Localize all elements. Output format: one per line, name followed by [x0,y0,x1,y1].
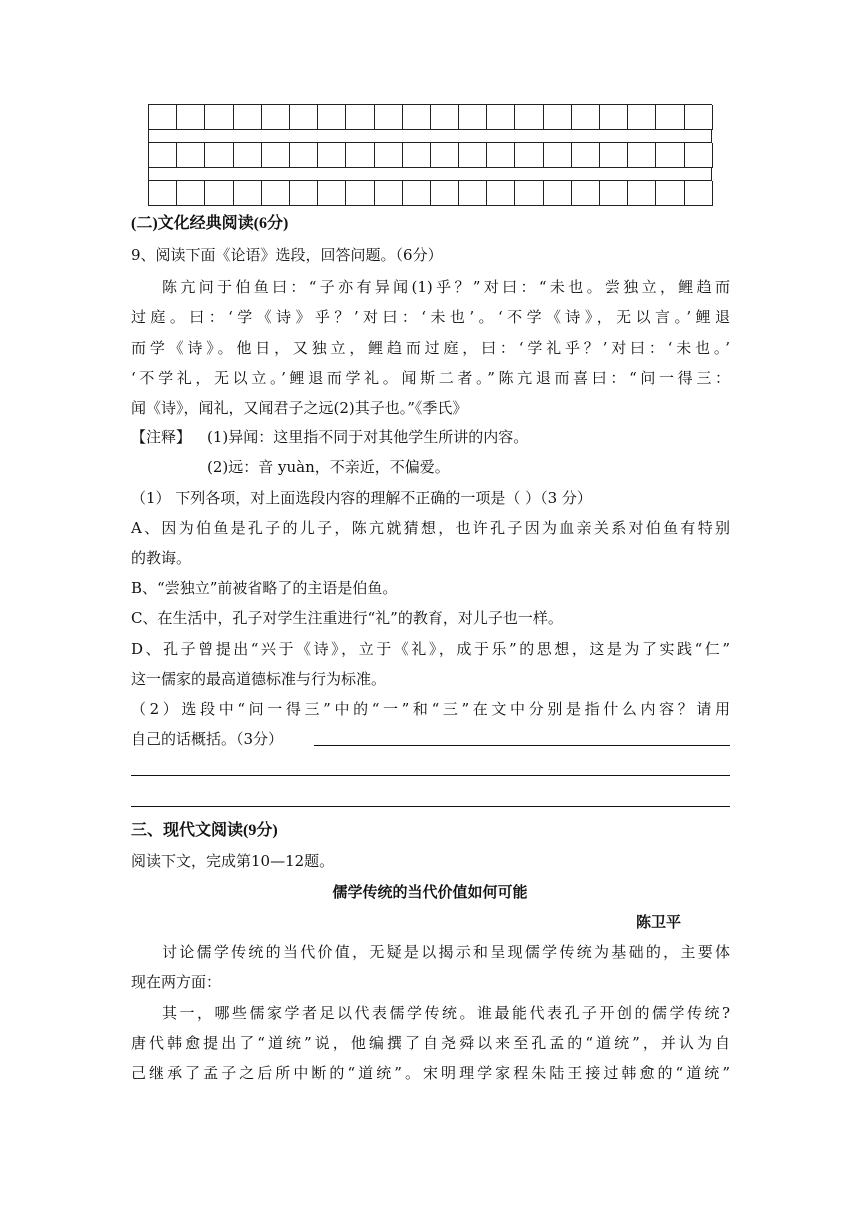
section2-heading: (二)文化经典阅读(6分) [131,215,289,232]
article-title: 儒学传统的当代价值如何可能 [332,883,528,901]
grid-cell[interactable] [346,181,374,206]
grid-cell[interactable] [318,181,346,206]
grid-cell[interactable] [515,143,543,168]
grid-cell[interactable] [656,143,684,168]
grid-cell[interactable] [515,181,543,206]
grid-cell[interactable] [234,143,262,168]
grid-cell[interactable] [459,105,487,130]
grid-cell[interactable] [318,105,346,130]
grid-cell[interactable] [234,105,262,130]
article-author: 陈卫平 [636,913,682,931]
grid-cell[interactable] [290,105,318,130]
section3-heading: 三、现代文阅读(9分) [131,822,278,839]
note-1: (1)异闻：这里指不同于对其他学生所讲的内容。 [207,428,529,446]
answer-grid[interactable] [148,104,712,206]
para2-line-2: 唐代韩愈提出了“道统”说，他编撰了自尧舜以来至孔孟的“道统”，并认为自 [131,1034,730,1052]
grid-cell[interactable] [685,181,713,206]
grid-cell[interactable] [431,143,459,168]
grid-cell[interactable] [346,105,374,130]
option-d-line-2: 这一儒家的最高道德标准与行为标准。 [131,670,387,688]
grid-cell[interactable] [459,181,487,206]
grid-cell[interactable] [262,105,290,130]
grid-cell[interactable] [205,105,233,130]
grid-gap [148,130,712,142]
grid-cell[interactable] [544,143,572,168]
grid-cell[interactable] [515,105,543,130]
grid-cell[interactable] [205,143,233,168]
grid-cell[interactable] [600,105,628,130]
grid-cell[interactable] [234,181,262,206]
grid-cell[interactable] [177,105,205,130]
grid-cell[interactable] [600,181,628,206]
grid-cell[interactable] [177,181,205,206]
grid-cell[interactable] [346,143,374,168]
grid-cell[interactable] [656,105,684,130]
option-a-line-2: 的教诲。 [131,549,192,567]
grid-cell[interactable] [600,143,628,168]
grid-cell[interactable] [572,105,600,130]
grid-cell[interactable] [628,143,656,168]
passage-line-5: 闻《诗》，闻礼，又闻君子之远(2)其子也。”《季氏》 [131,399,468,417]
grid-cell[interactable] [572,181,600,206]
question-9: 9、阅读下面《论语》选段，回答问题。（6分） [131,246,443,264]
section3-instruction: 阅读下文，完成第10—12题。 [131,852,335,870]
subquestion-2-line-2: 自己的话概括。（3分） [131,730,284,748]
grid-cell[interactable] [403,143,431,168]
grid-cell[interactable] [431,105,459,130]
grid-row [148,104,712,130]
grid-cell[interactable] [403,105,431,130]
grid-row [148,142,712,168]
note-label: 【注释】 [131,428,192,446]
grid-cell[interactable] [290,181,318,206]
option-d-line-1: D、孔子曾提出“兴于《诗》，立于《礼》，成于乐”的思想，这是为了实践“仁” [131,640,730,658]
grid-gap [148,168,712,180]
grid-cell[interactable] [149,105,177,130]
grid-cell[interactable] [262,143,290,168]
grid-row [148,180,712,206]
passage-line-2: 过庭。曰：‘学《诗》乎？’对曰：‘未也’。‘不学《诗》，无以言。’鲤退 [131,308,730,326]
grid-cell[interactable] [375,181,403,206]
grid-cell[interactable] [459,143,487,168]
answer-line-3[interactable] [131,806,730,807]
grid-cell[interactable] [177,143,205,168]
passage-line-1: 陈亢问于伯鱼曰：“子亦有异闻(1)乎？”对曰：“未也。尝独立，鲤趋而 [162,278,730,296]
note-2: (2)远：音 yuàn，不亲近，不偏爱。 [207,458,450,476]
para1-line-2: 现在两方面： [131,973,222,991]
grid-cell[interactable] [290,143,318,168]
grid-cell[interactable] [375,105,403,130]
option-b: B、“尝独立”前被省略了的主语是伯鱼。 [131,579,398,597]
subquestion-2-line-1: （2）选段中“问一得三”中的“一”和“三”在文中分别是指什么内容？请用 [131,700,730,718]
grid-cell[interactable] [431,181,459,206]
grid-cell[interactable] [628,181,656,206]
grid-cell[interactable] [656,181,684,206]
subquestion-1: （1） 下列各项，对上面选段内容的理解不正确的一项是（ ）（3 分） [131,489,592,507]
grid-cell[interactable] [149,143,177,168]
grid-cell[interactable] [487,181,515,206]
grid-cell[interactable] [403,181,431,206]
answer-line-inline[interactable] [314,745,730,746]
grid-cell[interactable] [149,181,177,206]
grid-cell[interactable] [685,143,713,168]
passage-line-4: ‘不学礼，无以立。’鲤退而学礼。闻斯二者。”陈亢退而喜曰：“问一得三： [131,369,730,387]
para2-line-1: 其一，哪些儒家学者足以代表儒学传统。谁最能代表孔子开创的儒学传统? [162,1004,730,1022]
grid-cell[interactable] [262,181,290,206]
grid-cell[interactable] [685,105,713,130]
grid-cell[interactable] [375,143,403,168]
option-a-line-1: A、因为伯鱼是孔子的儿子，陈亢就猜想，也许孔子因为血亲关系对伯鱼有特别 [131,519,730,537]
grid-cell[interactable] [487,105,515,130]
grid-cell[interactable] [544,181,572,206]
grid-cell[interactable] [318,143,346,168]
para2-line-3: 己继承了孟子之后所中断的“道统”。宋明理学家程朱陆王接过韩愈的“道统” [131,1064,730,1082]
grid-cell[interactable] [205,181,233,206]
passage-line-3: 而学《诗》。他日，又独立，鲤趋而过庭，曰：‘学礼乎？’对曰：‘未也。’ [131,339,730,357]
grid-cell[interactable] [572,143,600,168]
grid-cell[interactable] [487,143,515,168]
grid-cell[interactable] [544,105,572,130]
answer-line-2[interactable] [131,775,730,776]
grid-cell[interactable] [628,105,656,130]
para1-line-1: 讨论儒学传统的当代价值，无疑是以揭示和呈现儒学传统为基础的，主要体 [162,943,730,961]
option-c: C、在生活中，孔子对学生注重进行“礼”的教育，对儿子也一样。 [131,609,563,627]
